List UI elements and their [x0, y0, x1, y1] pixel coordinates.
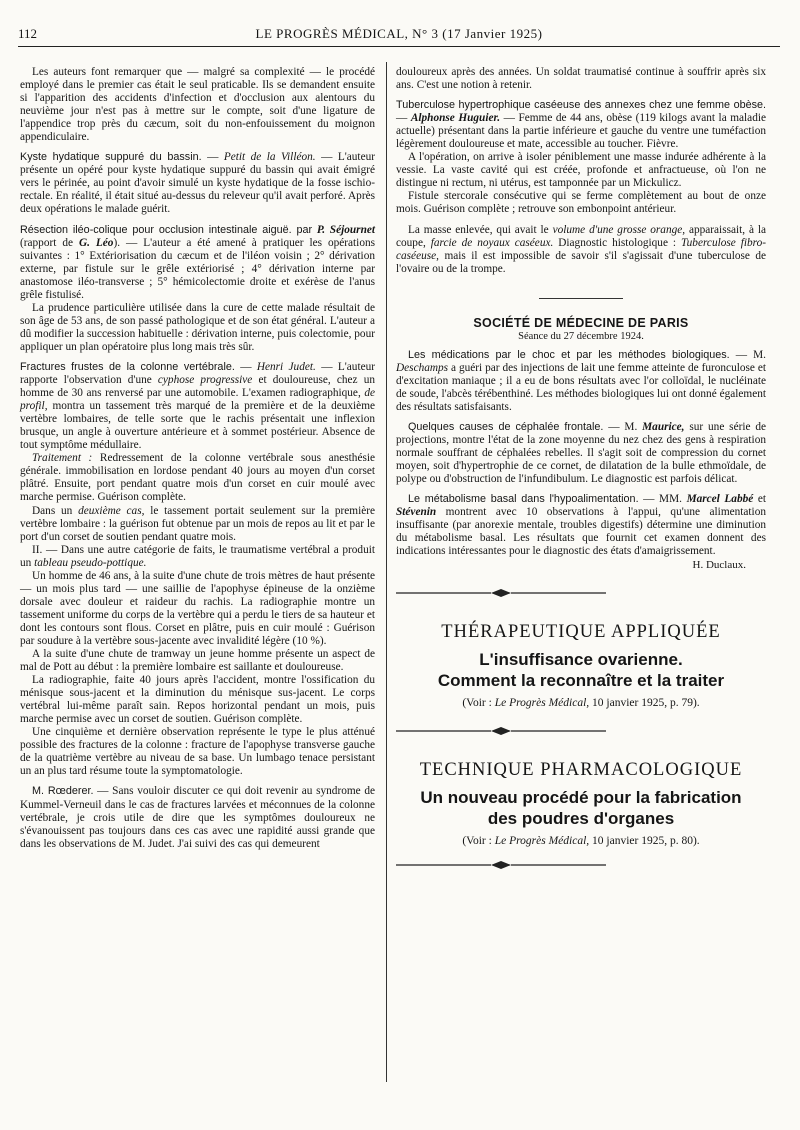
article-title-line: L'insuffisance ovarienne. [479, 649, 683, 669]
paragraph-text: tableau pseudo-pottique. [34, 556, 147, 569]
page-header [18, 26, 780, 47]
session-date: Séance du 27 décembre 1924. [518, 330, 644, 342]
article-heading: Le métabolisme basal dans l'hypoalimentation. [408, 493, 639, 506]
paragraph-text: Redressement de la colonne vertébrale sous anesthésie générale. immobilisation en lordose pendant 40 jours au moyen d'un corset plâtré. Ensuite, port pendant quatre mois d'un corset en cuir moulé avec marche permise. Guérison complète. [20, 452, 376, 504]
cephalee-article [396, 421, 766, 486]
article-heading: Tuberculose hypertrophique caséeuse des annexes chez une femme obèse. [396, 99, 766, 112]
article-text: — MM. [643, 493, 682, 506]
article-heading: Kyste hydatique suppuré du bassin. [20, 151, 202, 164]
article-text: — L'auteur rapporte l'observation d'une [20, 360, 376, 387]
article-text: montrent avec 10 observations à l'appui, qu'une alimentation insuffisante (par anorexie mentale, troubles digestifs) détermine une diminution du métabolisme basal. Les résultats que fournit cet examen donnent des indications intéressantes pour le diagnostic des états d'amaigrissement. [396, 506, 766, 558]
paragraph: Les auteurs font remarquer que — malgré sa complexité — le procédé employé dans le premier cas était le seul praticable. Ils se demandent ensuite si l'apparition des accidents d'infection et d'occlusion aux alentours du neuvième jour n'est pas à mettre sur le compte, soit d'une ligature de l'appendice trop près du cæcum, soit du non-enfouissement du moignon appendiculaire. [20, 66, 375, 144]
article-author: Marcel Labbé [686, 493, 754, 506]
paragraph [396, 224, 766, 276]
paragraph-text: Tuberculose fibro-caséeuse, [396, 236, 767, 262]
paragraph-text: La masse enlevée, qui avait le [408, 223, 549, 236]
reference-journal: Le Progrès Médical, [494, 834, 590, 847]
article-author: P. Séjournet [316, 223, 376, 236]
article-text: a guéri par des injections de lait une femme atteinte de furonculose et d'excitation maniaque ; il a eu de bons résultats avec l'or colloïdal, le nucléinate de soude, l'abcès térébenthiné. Les méthodes biologiques lui ont donné également des résultats satisfaisants. [396, 361, 766, 413]
paragraph: Fistule stercorale consécutive qui se ferme complètement au bout de onze mois. Guérison complète ; retrouve son embonpoint antérieur. [396, 190, 766, 216]
article-text: cyphose progressive [157, 374, 253, 387]
society-title: SOCIÉTÉ DE MÉDECINE DE PARIS [473, 315, 689, 330]
paragraph-text: apparaissait, à la coupe, [396, 223, 766, 249]
article-text: (rapport de [20, 236, 73, 249]
paragraph-text: — Sans vouloir discuter ce qui doit revenir au syndrome de Kummel-Verneuil dans le cas de fractures larvées et méconnues de la colonne vertébrale, je crois utile de dire que les symptômes douloureux ne s'évanouissent pas toujours dans ces cas avec une rapidité aussi grande que dans les observations de M. Judet. J'ai suivi des cas qui demeurent [20, 785, 376, 850]
article-reference [396, 697, 766, 710]
fracture-article: Fractures frustes de la colonne vertébrale. — Henri Judet. — L'auteur rapporte l'observation d'une cyphose progressive et douloureuse, chez un homme de 30 ans renversé par une automobile. L'examen radiographique, de profil, montra un tassement très marqué de la première et de la deuxième vertèbre lombaires, de telle sorte que le rachis présentait une inflexion brusque, un angle à ouverture antérieure et à sommet postérieur. Absence de tout symptôme médullaire. [20, 360, 376, 452]
article-title [396, 787, 766, 829]
reference-text: (Voir : [462, 834, 492, 847]
speaker-name: M. Rœderer. [32, 785, 94, 798]
reference-text: 10 janvier 1925, p. 80). [592, 834, 700, 847]
article-text: montra un tassement très marqué de la première et de la deuxième vertèbre lombaires, de telle sorte que le rachis présentait une inflexion brusque, un angle à ouverture antérieure et à sommet postérieur. Absence de tout symptôme médullaire. [20, 400, 375, 452]
paragraph-text: Diagnostic histologique : [558, 236, 677, 249]
article-author: Stévenin [396, 506, 437, 519]
article-title-line: Un nouveau procédé pour la fabrication [420, 787, 742, 807]
section-title: TECHNIQUE PHARMACOLOGIQUE [419, 759, 743, 780]
resection-article [20, 224, 375, 302]
article-author: G. Léo [78, 236, 114, 249]
article-author: Alphonse Huguier. [410, 112, 501, 125]
article-title-line: des poudres d'organes [487, 808, 675, 828]
ornament-divider-1 [396, 588, 606, 598]
article-text: — M. [735, 348, 766, 361]
paragraph-text: farcie de noyaux caséeux. [430, 236, 554, 249]
article-text: de profil, [20, 387, 376, 413]
paragraph: La prudence particulière utilisée dans la cure de cette malade résultait de son âge de 53 ans, de son passé pathologique et de son état général. L'auteur a dû modifier la succession habituelle : dérivation interne, puis colectomie, pour appliquer un plan opératoire plus long mais très sûr. [20, 301, 375, 353]
article-text: — M. [608, 421, 638, 434]
paragraph: La radiographie, faite 40 jours après l'accident, montre l'ossification du ménisque sous-jacent et la diminution du ménisque sus-jacent. Le corps vertébral lui-même paraît sain. Repos horizontal pendant un mois, puis marche permise avec un corset de soutien. Guérison complète. [20, 674, 375, 726]
paragraph-text: Dans un [32, 504, 73, 517]
paragraph [20, 785, 375, 850]
signature: H. Duclaux. [692, 558, 746, 571]
kyste-article: Kyste hydatique suppuré du bassin. — Petit de la Villéon. — L'auteur présente un opéré pour kyste hydatique suppuré du bassin qui avait émigré vers le périnée, au point d'avoir simulé un kyste hydatique de la fosse ischio-rectale. En réalité, il était situé au-dessus du releveur qu'il avait perforé. Après deux opérations le malade guérit. [20, 151, 375, 216]
reference-text: (Voir : [462, 696, 492, 709]
medications-article [396, 349, 766, 414]
article-author: Deschamps [396, 361, 449, 374]
article-heading: Quelques causes de céphalée frontale. [408, 421, 604, 434]
article-heading: Les médications par le choc et par les méthodes biologiques. [408, 348, 730, 361]
section-title: THÉRAPEUTIQUE APPLIQUÉE [441, 621, 721, 642]
article-text: — Femme de 44 ans, obèse (119 kilogs avant la maladie actuelle) présentant dans la partie inférieure et gauche du ventre une tuméfaction légèrement douloureuse et mate, accessible au toucher. Fièvre. [396, 112, 766, 151]
metabolisme-article [396, 493, 766, 558]
article-title [396, 649, 766, 691]
article-text: et douloureuse, chez un homme de 30 ans renversé par une automobile. L'examen radiographique, [20, 374, 375, 400]
tuberculose-article: Tuberculose hypertrophique caséeuse des annexes chez une femme obèse. — Alphonse Huguier. — Femme de 44 ans, obèse (119 kilogs avant la maladie actuelle) présentant dans la partie inférieure et gauche du ventre une tuméfaction légèrement douloureuse et mate, accessible au toucher. Fièvre. [396, 99, 766, 151]
paragraph-text: deuxième cas, [78, 504, 145, 517]
paragraph [20, 505, 375, 544]
paragraph-text: mais il est impossible de savoir s'il s'agissait d'une tuberculose de l'ovaire ou de la trompe. [396, 249, 767, 275]
paragraph: Une cinquième et dernière observation représente le type le plus atténué possible des fractures de la colonne : fracture de l'apophyse transverse gauche de la quatrième vertèbre au niveau de sa base. Un lumbago tenace persistant un an plus tard résume toute la symptomatologie. [20, 726, 375, 778]
article-title-line: Comment la reconnaître et la traiter [437, 670, 725, 690]
article-text: ). — L'auteur a été amené à pratiquer les opérations suivantes : 1° Extériorisation du cæcum et de l'iléon voisin ; 2° dérivation externe, par fistule sur le grêle extériorisé ; 4° dérivation interne par anastomose iléo-transverse ; 5° hémicolectomie droite et exérèse de l'anus grêle fistulisé. [20, 236, 376, 301]
paragraph-text: II. — Dans une autre catégorie de faits, le traumatisme vertébral a produit un [20, 543, 375, 569]
column-divider [386, 62, 387, 1082]
article-author: Petit de la Villéon. [223, 151, 316, 164]
paragraph [20, 452, 375, 504]
article-heading: Fractures frustes de la colonne vertébrale. [20, 360, 235, 373]
paragraph: A la suite d'une chute de tramway un jeune homme présente un aspect de mal de Pott au début : la première lombaire est saillante et douloureuse. [20, 648, 375, 674]
paragraph: douloureux après des années. Un soldat traumatisé continue à souffrir après six ans. C'est une notion à retenir. [396, 66, 766, 92]
label: Traitement : [32, 452, 93, 465]
article-text: sur une série de projections, montre l'état de la zone moyenne du nez chez des gens à respiration normale souffrant de céphalées rebelles. Il s'agit soit de compression du cornet moyen, soit d'hypertrophie de ce cornet, de dilatation de la bulle ethmoïdale, de polype ou d'obstruction de l'infundibulum. Le diagnostic est parfois délicat. [396, 421, 767, 486]
right-column [396, 66, 766, 892]
reference-journal: Le Progrès Médical, [494, 696, 590, 709]
paragraph-text: volume d'une grosse orange, [552, 223, 686, 236]
paragraph: Un homme de 46 ans, à la suite d'une chute de trois mètres de haut présente — un mois plus tard — une saillie de l'apophyse épineuse de la onzième dorsale avec douleur et raideur du rachis. La radiographie montre un tassement uniforme du corps de la vertèbre qui a perdu le tiers de sa hauteur et dont les contours sont flous. Corset en plâtre, puis en cuir moulé : Guérison par soudure à la vertèbre sous-jacente avec invalidité légère (10 %). [20, 569, 375, 647]
section-rule [539, 298, 623, 299]
journal-title: LE PROGRÈS MÉDICAL, N° 3 (17 Janvier 1925) [255, 26, 543, 41]
paragraph: A l'opération, on arrive à isoler péniblement une masse indurée adhérente à la vessie. La vaste cavité qui est créée, profonde et anfractueuse, où l'on ne distingue ni rectum, ni utérus, est tamponnée par un Mickulicz. [396, 151, 766, 190]
article-reference [396, 835, 766, 848]
reference-text: 10 janvier 1925, p. 79). [592, 696, 700, 709]
article-author: Maurice, [642, 421, 685, 434]
article-text: et [757, 493, 767, 506]
page-number: 112 [18, 26, 38, 41]
article-heading: Résection iléo-colique pour occlusion intestinale aiguë. par [20, 223, 313, 236]
paragraph-text: le tassement portait seulement sur la première vertèbre lombaire : la guérison fut obtenue par un mois de repos au lit et par le port d'un corset de soutien pendant quatre mois. [20, 504, 376, 543]
left-column [20, 66, 375, 851]
paragraph [20, 544, 375, 570]
article-text: L'auteur présente un opéré pour kyste hydatique suppuré du bassin qui avait émigré vers le périnée, au point d'avoir simulé un kyste hydatique de la fosse ischio-rectale. En réalité, il était situé au-dessus du releveur qu'il avait perforé. Après deux opérations le malade guérit. [20, 151, 375, 216]
article-author: Henri Judet. [256, 360, 316, 373]
ornament-divider-3 [396, 860, 606, 870]
ornament-divider-2 [396, 726, 606, 736]
